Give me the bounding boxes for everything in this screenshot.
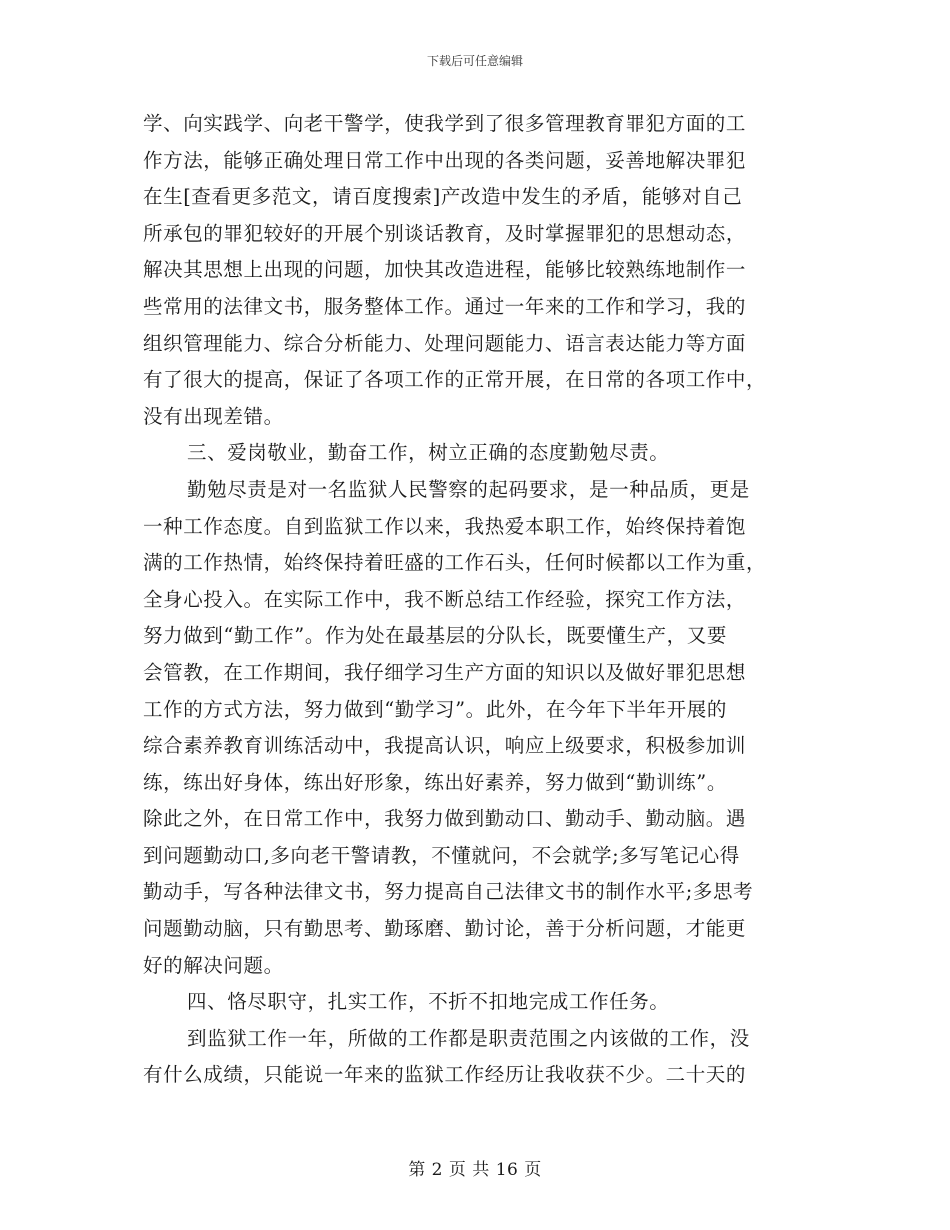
text-line: 问题勤动脑，只有勤思考、勤琢磨、勤讨论，善于分析问题，才能更 — [143, 917, 747, 941]
text-line: 没有出现差错。 — [143, 404, 284, 428]
text-line: 一种工作态度。自到监狱工作以来，我热爱本职工作，始终保持着饱 — [143, 514, 747, 538]
text-line: 工作的方式方法，努力做到“勤学习”。此外，在今年下半年开展的 — [143, 697, 727, 721]
text-line: 有了很大的提高，保证了各项工作的正常开展，在日常的各项工作中， — [143, 368, 767, 392]
text-line: 些常用的法律文书，服务整体工作。通过一年来的工作和学习，我的 — [143, 294, 747, 318]
text-line: 综合素养教育训练活动中，我提高认识，响应上级要求，积极参加训 — [143, 734, 747, 758]
section-heading-4: 四、恪尽职守，扎实工作，不折不扣地完成工作任务。 — [187, 990, 670, 1014]
text-line: 勤勉尽责是对一名监狱人民警察的起码要求，是一种品质，更是 — [187, 477, 750, 501]
text-line: 所承包的罪犯较好的开展个别谈话教育，及时掌握罪犯的思想动态， — [143, 221, 747, 245]
text-line: 全身心投入。在实际工作中，我不断总结工作经验，探究工作方法， — [143, 587, 747, 611]
page-header: 下载后可任意编辑 — [426, 54, 523, 68]
text-line: 有什么成绩，只能说一年来的监狱工作经历让我收获不少。二十天的 — [143, 1063, 747, 1087]
page-number: 第 2 页 共 16 页 — [408, 1160, 542, 1180]
text-line: 解决其思想上出现的问题，加快其改造进程，能够比较熟练地制作一 — [143, 258, 747, 282]
section-heading-3: 三、爱岗敬业，勤奋工作，树立正确的态度勤勉尽责。 — [187, 441, 670, 465]
text-line: 学、向实践学、向老干警学，使我学到了很多管理教育罪犯方面的工 — [143, 112, 747, 135]
text-line: 好的解决问题。 — [143, 953, 284, 977]
text-line: 在生[查看更多范文，请百度搜索]产改造中发生的矛盾，能够对自己 — [143, 185, 743, 209]
text-line: 勤动手，写各种法律文书，努力提高自己法律文书的制作水平;多思考 — [143, 880, 754, 904]
document-body — [143, 106, 797, 1094]
text-line: 除此之外，在日常工作中，我努力做到勤动口、勤动手、勤动脑。遇 — [143, 807, 747, 831]
text-line: 满的工作热情，始终保持着旺盛的工作石头，任何时候都以工作为重， — [143, 551, 767, 575]
text-line: 到问题勤动口,多向老干警请教，不懂就问，不会就学;多写笔记心得 — [143, 843, 740, 867]
text-line: 到监狱工作一年，所做的工作都是职责范围之内该做的工作，没 — [187, 1026, 750, 1050]
text-line: 练，练出好身体，练出好形象，练出好素养，努力做到“勤训练”。 — [143, 770, 727, 794]
text-line: 努力做到“勤工作”。作为处在最基层的分队长，既要懂生产，又要 — [143, 624, 727, 648]
text-line: 作方法，能够正确处理日常工作中出现的各类问题，妥善地解决罪犯 — [143, 148, 747, 172]
text-line: 会管教，在工作期间，我仔细学习生产方面的知识以及做好罪犯思想 — [143, 660, 747, 684]
text-line: 组织管理能力、综合分析能力、处理问题能力、语言表达能力等方面 — [143, 331, 747, 355]
